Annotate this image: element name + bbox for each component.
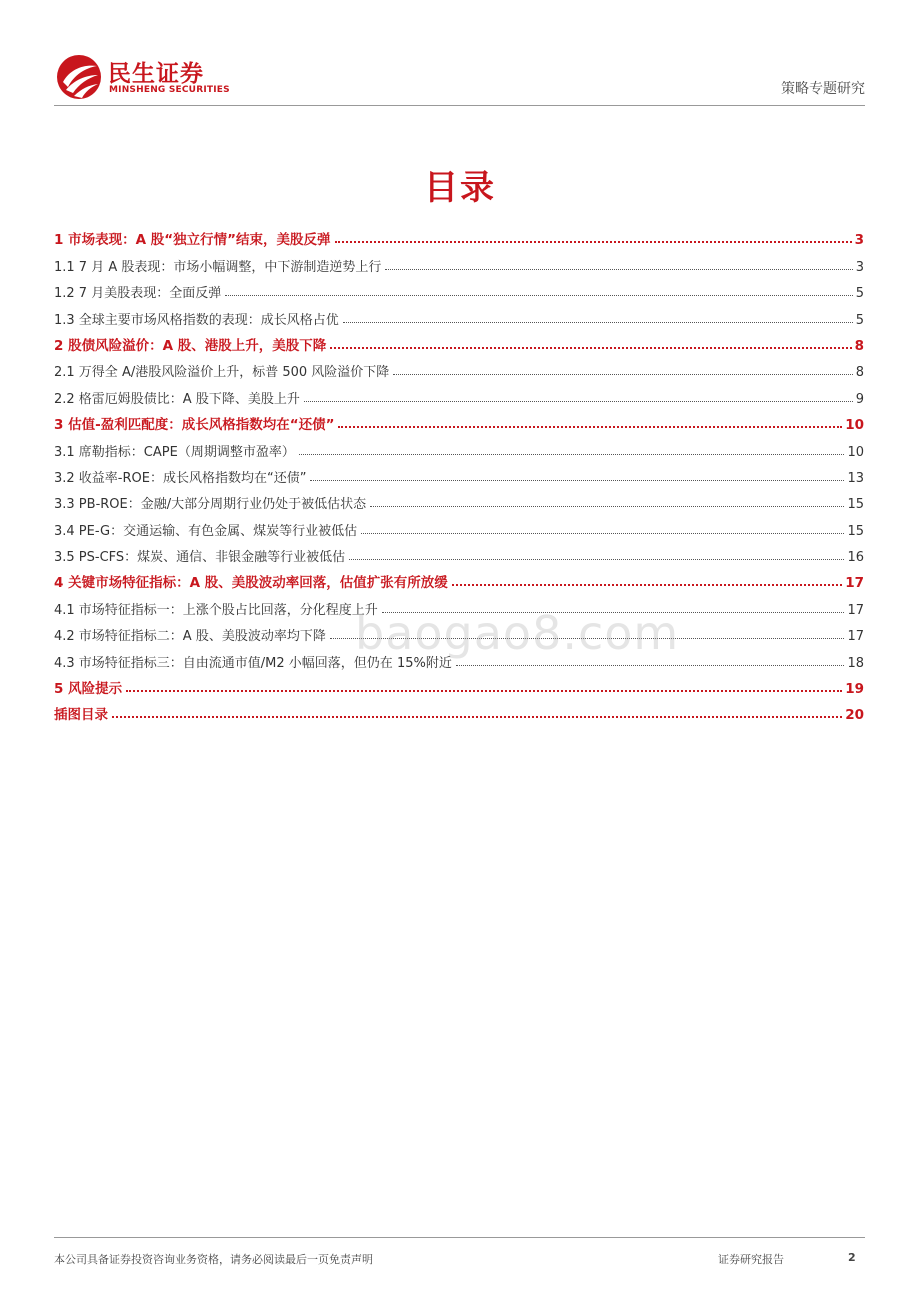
toc-entry-page: 5	[855, 286, 864, 302]
toc-dot-leader	[225, 295, 853, 296]
toc-entry-page: 15	[847, 497, 864, 513]
brand-name-en: MINSHENG SECURITIES	[109, 85, 230, 95]
toc-entry-title: 4 关键市场特征指标：A 股、美股波动率回落，估值扩张有所放缓	[54, 575, 448, 592]
toc-entry-title: 3.1 席勒指标：CAPE（周期调整市盈率）	[54, 444, 295, 460]
toc-entry-title: 3.5 PS-CFS：煤炭、通信、非银金融等行业被低估	[54, 550, 346, 566]
toc-entry-title: 插图目录	[54, 707, 108, 724]
toc-dot-leader	[343, 322, 853, 323]
footer-disclaimer: 本公司具备证券投资咨询业务资格，请务必阅读最后一页免责声明	[54, 1253, 373, 1266]
toc-entry-page: 13	[847, 470, 864, 486]
watermark: baogao8.com	[355, 606, 680, 660]
toc-dot-leader	[349, 559, 844, 560]
toc-entry-title: 3.4 PE-G：交通运输、有色金属、煤炭等行业被低估	[54, 523, 358, 539]
toc-entry[interactable]	[54, 328, 864, 354]
toc-entry-title: 2 股债风险溢价：A 股、港股上升，美股下降	[54, 337, 327, 354]
toc-entry-page: 19	[845, 681, 864, 698]
toc-entry-page: 20	[845, 707, 864, 724]
toc-entry-page: 5	[855, 312, 864, 328]
toc-entry[interactable]	[54, 460, 864, 486]
toc-entry[interactable]	[54, 248, 864, 274]
toc-entry[interactable]	[54, 697, 864, 723]
toc-entry-page: 15	[847, 523, 864, 539]
page-header	[0, 0, 920, 110]
toc-dot-leader	[361, 533, 844, 534]
toc-entry-title: 3.3 PB-ROE：金融/大部分周期行业仍处于被低估状态	[54, 497, 367, 513]
toc-dot-leader	[338, 426, 842, 428]
toc-entry-page: 3	[854, 232, 864, 249]
toc-dot-leader	[299, 454, 845, 455]
toc-entry-page: 8	[855, 365, 864, 381]
toc-entry-title: 5 风险提示	[54, 681, 123, 698]
toc-entry[interactable]	[54, 539, 864, 565]
toc-entry-title: 1.1 7 月 A 股表现：市场小幅调整，中下游制造逆势上行	[54, 259, 382, 275]
page-title: 目录	[424, 168, 496, 208]
toc-entry-page: 18	[847, 655, 864, 671]
toc-dot-leader	[310, 480, 844, 481]
toc-entry[interactable]	[54, 433, 864, 459]
toc-entry-page: 10	[845, 417, 864, 434]
toc-entry-title: 1.3 全球主要市场风格指数的表现：成长风格占优	[54, 312, 339, 328]
toc-dot-leader	[456, 665, 845, 666]
toc-entry-title: 4.2 市场特征指标二：A 股、美股波动率均下降	[54, 629, 326, 645]
toc-dot-leader	[393, 374, 852, 375]
toc-entry-title: 3 估值-盈利匹配度：成长风格指数均在“还债”	[54, 417, 335, 434]
toc-entry[interactable]	[54, 407, 864, 433]
footer-report-type: 证券研究报告	[718, 1253, 784, 1266]
toc-entry-page: 16	[847, 550, 864, 566]
toc-entry-page: 3	[855, 259, 864, 275]
toc-entry-title: 3.2 收益率-ROE：成长风格指数均在“还债”	[54, 470, 307, 486]
toc-entry-title: 4.3 市场特征指标三：自由流通市值/M2 小幅回落，但仍在 15%附近	[54, 655, 452, 671]
toc-dot-leader	[385, 269, 852, 270]
toc-entry[interactable]	[54, 275, 864, 301]
toc-dot-leader	[330, 347, 851, 349]
toc-entry[interactable]	[54, 222, 864, 248]
page-number: 2	[848, 1251, 856, 1264]
toc-entry-title: 2.1 万得全 A/港股风险溢价上升，标普 500 风险溢价下降	[54, 365, 390, 381]
toc-entry-page: 8	[854, 337, 864, 354]
toc-entry-title: 4.1 市场特征指标一：上涨个股占比回落，分化程度上升	[54, 602, 378, 618]
toc-dot-leader	[304, 401, 853, 402]
toc-entry-page: 17	[847, 602, 864, 618]
brand-name-cn: 民生证券	[108, 61, 204, 87]
toc-dot-leader	[452, 584, 842, 586]
minsheng-logo-icon	[54, 52, 104, 102]
toc-entry[interactable]	[54, 354, 864, 380]
toc-entry[interactable]	[54, 671, 864, 697]
toc-entry-title: 1 市场表现：A 股“独立行情”结束，美股反弹	[54, 232, 331, 249]
toc-entry-title: 1.2 7 月美股表现：全面反弹	[54, 286, 222, 302]
toc-entry[interactable]	[54, 301, 864, 327]
toc-entry[interactable]	[54, 565, 864, 591]
toc-entry-page: 17	[847, 629, 864, 645]
toc-dot-leader	[126, 690, 842, 692]
toc-entry[interactable]	[54, 486, 864, 512]
toc-entry[interactable]	[54, 380, 864, 406]
toc-entry-page: 17	[845, 575, 864, 592]
footer-divider	[54, 1237, 865, 1238]
toc-entry[interactable]	[54, 512, 864, 538]
header-divider	[54, 105, 865, 106]
toc-entry-page: 10	[847, 444, 864, 460]
document-type: 策略专题研究	[781, 81, 865, 97]
toc-entry-page: 9	[855, 391, 864, 407]
toc-entry-title: 2.2 格雷厄姆股债比：A 股下降、美股上升	[54, 391, 300, 407]
toc-dot-leader	[370, 506, 844, 507]
toc-dot-leader	[335, 241, 852, 243]
toc-dot-leader	[112, 716, 842, 718]
